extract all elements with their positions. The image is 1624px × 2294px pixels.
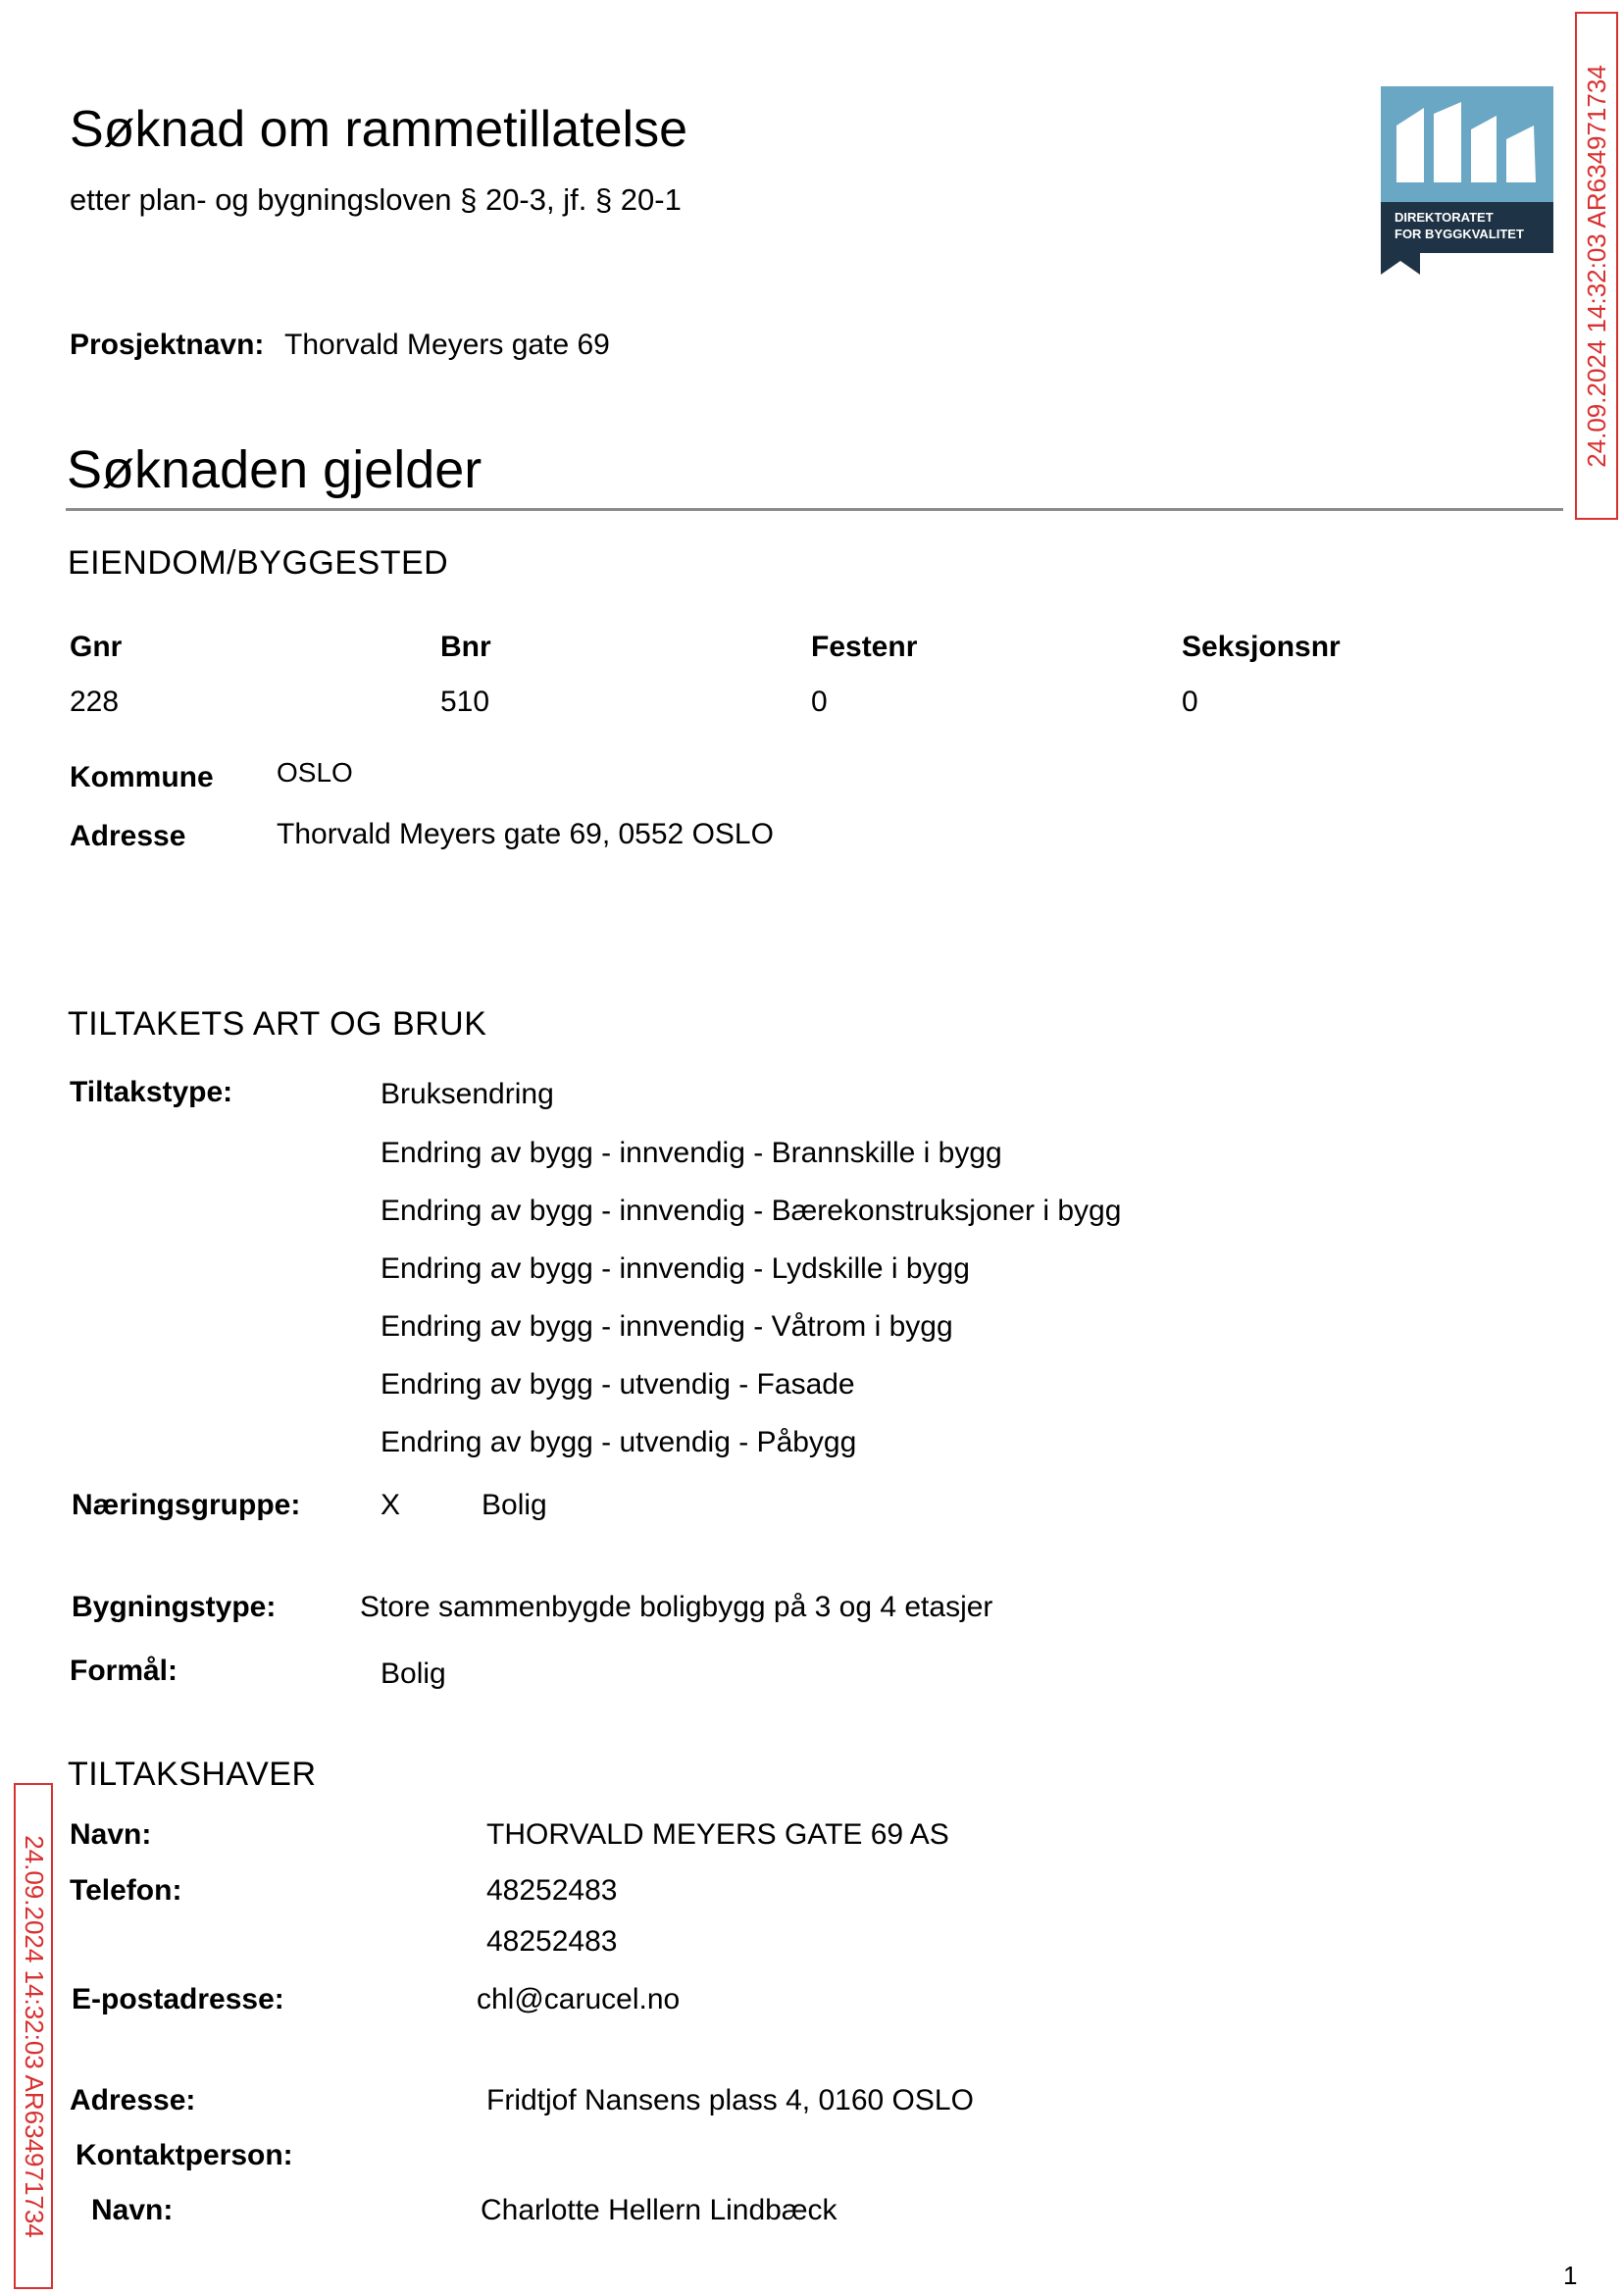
address-label: Adresse xyxy=(70,820,186,852)
building-type-label: Bygningstype: xyxy=(72,1591,277,1623)
applicant-name-value: THORVALD MEYERS GATE 69 AS xyxy=(486,1818,949,1851)
measure-type-label: Tiltakstype: xyxy=(70,1076,233,1108)
measure-type-item: Endring av bygg - innvendig - Våtrom i bygg xyxy=(381,1310,953,1343)
measure-type-item: Endring av bygg - utvendig - Fasade xyxy=(381,1368,855,1401)
timestamp-stamp-left xyxy=(14,1783,53,2289)
project-name-value: Thorvald Meyers gate 69 xyxy=(284,329,610,361)
industry-group-value: Bolig xyxy=(482,1489,547,1521)
project-name-label: Prosjektnavn: xyxy=(70,329,265,361)
contact-person-label: Kontaktperson: xyxy=(76,2139,293,2171)
festenr-value: 0 xyxy=(811,686,828,718)
measure-type-item: Endring av bygg - innvendig - Lydskille i bygg xyxy=(381,1252,970,1285)
page-number: 1 xyxy=(1563,2261,1578,2290)
municipality-label: Kommune xyxy=(70,761,214,793)
dibk-logo xyxy=(1381,86,1553,275)
industry-group-label: Næringsgruppe: xyxy=(72,1489,301,1521)
bnr-label: Bnr xyxy=(440,631,491,663)
applicant-email-value: chl@carucel.no xyxy=(477,1983,681,2015)
contact-name-value: Charlotte Hellern Lindbæck xyxy=(481,2194,837,2226)
measure-type-item: Endring av bygg - utvendig - Påbygg xyxy=(381,1426,857,1458)
timestamp-stamp-right xyxy=(1575,12,1618,520)
logo-text-line1: DIREKTORATET xyxy=(1395,210,1494,225)
applicant-email-label: E-postadresse: xyxy=(72,1983,284,2015)
address-value: Thorvald Meyers gate 69, 0552 OSLO xyxy=(277,818,774,850)
applicant-phone-value: 48252483 xyxy=(486,1874,618,1907)
building-type-value: Store sammenbygde boligbygg på 3 og 4 etasjer xyxy=(360,1591,993,1623)
purpose-label: Formål: xyxy=(70,1655,178,1687)
section-title: Søknaden gjelder xyxy=(67,440,482,499)
seksjonsnr-label: Seksjonsnr xyxy=(1182,631,1341,663)
document-subtitle: etter plan- og bygningsloven § 20-3, jf. § 20-1 xyxy=(70,182,682,217)
applicant-phone-label: Telefon: xyxy=(70,1874,182,1907)
property-heading: EIENDOM/BYGGESTED xyxy=(68,544,449,582)
purpose-value: Bolig xyxy=(381,1657,446,1690)
gnr-value: 228 xyxy=(70,686,120,718)
applicant-heading: TILTAKSHAVER xyxy=(68,1756,317,1793)
measure-type-item: Endring av bygg - innvendig - Bærekonstruksjoner i bygg xyxy=(381,1195,1122,1227)
section-divider xyxy=(66,508,1563,511)
applicant-address-label: Adresse: xyxy=(70,2084,196,2116)
bnr-value: 510 xyxy=(440,686,490,718)
measure-heading: TILTAKETS ART OG BRUK xyxy=(68,1005,487,1043)
applicant-name-label: Navn: xyxy=(70,1818,152,1851)
festenr-label: Festenr xyxy=(811,631,918,663)
document-title: Søknad om rammetillatelse xyxy=(70,101,687,158)
stamp-text: 24.09.2024 14:32:03 AR634971734 xyxy=(1581,64,1611,468)
stamp-text: 24.09.2024 14:32:03 AR634971734 xyxy=(19,1834,49,2238)
municipality-value: OSLO xyxy=(277,757,353,788)
industry-group-code: X xyxy=(381,1489,401,1521)
applicant-address-value: Fridtjof Nansens plass 4, 0160 OSLO xyxy=(486,2084,974,2116)
logo-text-line2: FOR BYGGKVALITET xyxy=(1395,227,1524,241)
applicant-phone-value: 48252483 xyxy=(486,1925,618,1958)
seksjonsnr-value: 0 xyxy=(1182,686,1198,718)
contact-name-label: Navn: xyxy=(91,2194,174,2226)
measure-type-item: Bruksendring xyxy=(381,1078,554,1110)
gnr-label: Gnr xyxy=(70,631,123,663)
measure-type-item: Endring av bygg - innvendig - Brannskille i bygg xyxy=(381,1137,1002,1169)
